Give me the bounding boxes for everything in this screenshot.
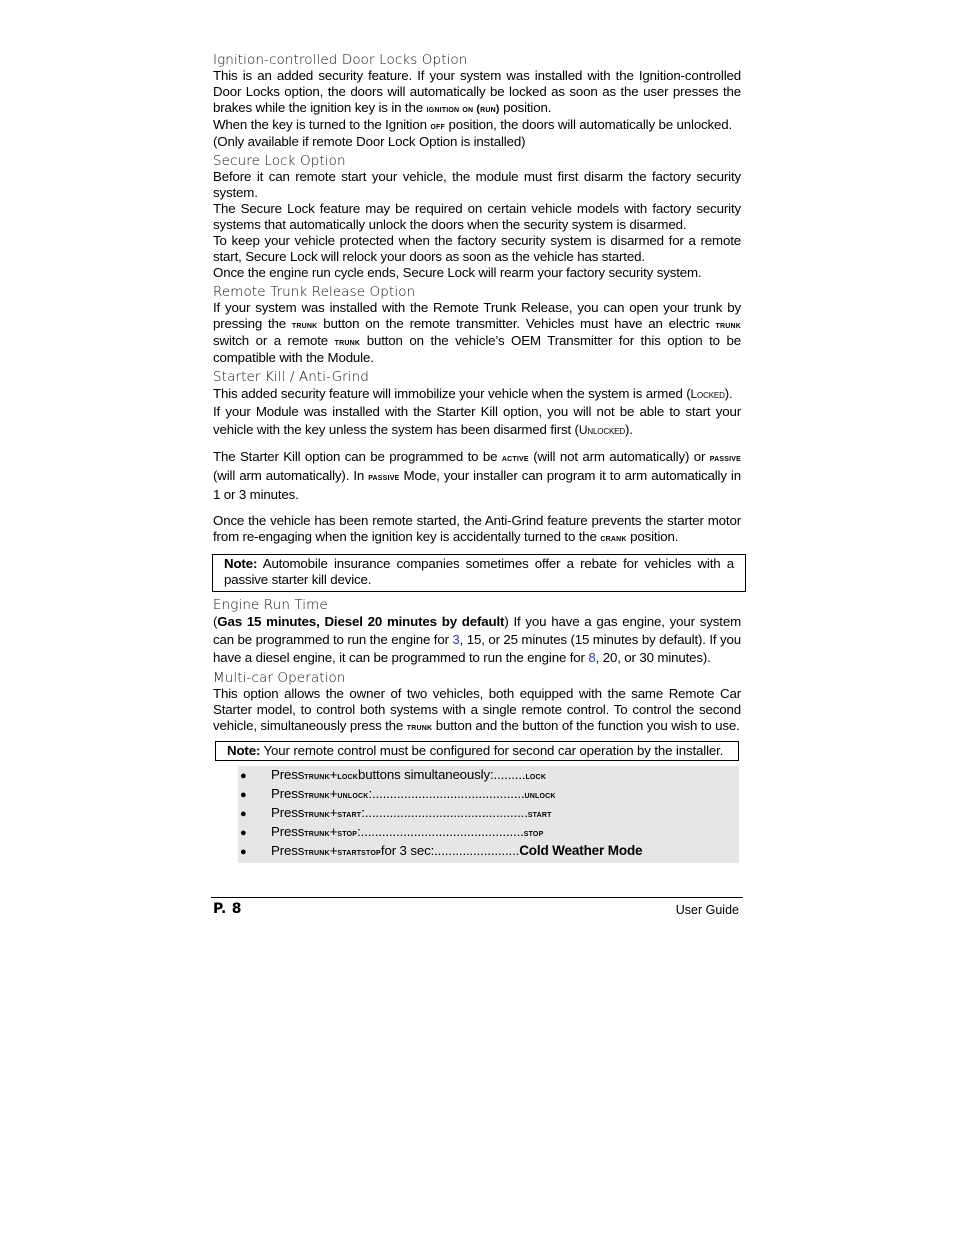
starter-paragraph-2 xyxy=(213,403,741,439)
key-term: trunk xyxy=(304,846,330,858)
section-heading-engine-run-time: Engine Run Time xyxy=(213,597,328,613)
text: When the key is turned to the Ignition xyxy=(213,117,431,132)
ignition-paragraph-3: (Only available if remote Door Lock Option is installed) xyxy=(213,134,526,149)
text: This option allows the owner of two vehicles, both equipped with the same Remote Car Starter model, to control both systems with a single remote control. To control the second vehicle, simultaneously press the xyxy=(213,686,741,733)
text: switch or a remote xyxy=(213,333,335,348)
text: Press xyxy=(271,824,305,839)
diesel-minutes-value: 8 xyxy=(588,650,596,665)
key-term: ignition on (run) xyxy=(426,103,500,115)
text: : xyxy=(357,824,361,839)
text: button on the remote transmitter. Vehicles must have an electric xyxy=(317,316,716,331)
key-term: trunk xyxy=(334,336,361,348)
list-item xyxy=(238,843,739,862)
footer-rule xyxy=(211,897,743,898)
key-term: trunk xyxy=(304,808,330,820)
secure-paragraph-4: Once the engine run cycle ends, Secure Lock will rearm your factory security system. xyxy=(213,265,702,280)
key-term: lock xyxy=(337,770,359,782)
footer-guide-title: User Guide xyxy=(675,903,739,917)
gas-minutes-value: 3 xyxy=(452,632,460,647)
list-item xyxy=(238,767,739,786)
result: unlock xyxy=(524,789,556,801)
list-item xyxy=(238,824,739,843)
starter-paragraph-4 xyxy=(213,513,741,546)
key-term: start xyxy=(337,808,362,820)
key-term: off xyxy=(430,120,445,132)
button-combination-list xyxy=(238,766,739,863)
text: ( xyxy=(213,614,218,629)
starter-kill-note xyxy=(212,554,746,592)
key-term: crank xyxy=(600,532,627,544)
result: Cold Weather Mode xyxy=(519,843,643,858)
ignition-paragraph-2 xyxy=(213,117,741,134)
note-label: Note: xyxy=(227,743,261,758)
key-term: passive xyxy=(368,471,400,483)
page-number: P. 8 xyxy=(213,901,242,917)
text: ) If you have a gas engine, your system can be programmed to run the engine for xyxy=(213,614,741,647)
key-term: Locked xyxy=(690,387,725,401)
text: Press xyxy=(271,767,305,782)
key-term: trunk xyxy=(304,789,330,801)
text: (will not arm automatically) or xyxy=(528,449,710,464)
secure-paragraph-2: The Secure Lock feature may be required on certain vehicle models with factory security systems that automatically unlock the doors when the security system is disarmed. xyxy=(213,201,741,232)
text: : xyxy=(361,805,365,820)
dot-leader: ........................ xyxy=(434,843,520,858)
note-label: Note: xyxy=(224,556,258,571)
section-heading-ignition: Ignition-controlled Door Locks Option xyxy=(213,52,468,68)
result: start xyxy=(527,808,552,820)
text: Mode, your installer can program it to arm automatically in 1 or 3 minutes. xyxy=(213,468,741,502)
key-term: trunk xyxy=(304,770,330,782)
text: If your system was installed with the Remote Trunk Release, you can open your trunk by pressing the xyxy=(213,300,741,331)
multicar-paragraph xyxy=(213,686,741,735)
multicar-note xyxy=(215,741,739,761)
starter-paragraph-3 xyxy=(213,448,741,504)
text: Press xyxy=(271,805,305,820)
text: position. xyxy=(499,100,552,115)
text: for 3 sec: xyxy=(380,843,435,858)
text: + xyxy=(329,767,338,782)
key-term: trunk xyxy=(291,319,318,331)
text: , 15, or 25 minutes (15 minutes by default). If you have a diesel engine, it can be programmed to run the engine for xyxy=(213,632,741,665)
key-term: startstop xyxy=(337,846,381,858)
key-term: stop xyxy=(337,827,358,839)
dot-leader: .............................................. xyxy=(360,824,524,839)
text: If your Module was installed with the Starter Kill option, you will not be able to start your vehicle with the key unless the system has been disarmed first ( xyxy=(213,404,741,437)
dot-leader: ......... xyxy=(493,767,526,782)
section-heading-trunk-release: Remote Trunk Release Option xyxy=(213,284,416,300)
text: This added security feature will immobilize your vehicle when the system is armed ( xyxy=(213,386,691,401)
bullet-icon: ● xyxy=(240,846,247,858)
text: The Starter Kill option can be programmed to be xyxy=(213,449,502,464)
starter-paragraph-1 xyxy=(213,385,741,403)
text: button and the button of the function you wish to use. xyxy=(432,718,740,733)
list-item xyxy=(238,786,739,805)
result: stop xyxy=(523,827,544,839)
text: Press xyxy=(271,843,305,858)
text: buttons simultaneously: xyxy=(358,767,494,782)
section-heading-starter-kill: Starter Kill / Anti-Grind xyxy=(213,369,369,385)
note-text: Automobile insurance companies sometimes offer a rebate for vehicles with a passive starter kill device. xyxy=(224,556,734,587)
dot-leader: .............................................. xyxy=(364,805,528,820)
text: ). xyxy=(625,422,633,437)
text: + xyxy=(329,786,338,801)
text: + xyxy=(329,843,338,858)
secure-paragraph-1: Before it can remote start your vehicle, the module must first disarm the factory security system. xyxy=(213,169,741,200)
text: (will arm automatically). In xyxy=(213,468,369,483)
text: position, the doors will automatically be unlocked. xyxy=(444,117,733,132)
text: : xyxy=(368,786,373,801)
note-text: Your remote control must be configured for second car operation by the installer. xyxy=(260,743,724,758)
bullet-icon: ● xyxy=(240,770,247,782)
runtime-paragraph xyxy=(213,613,741,667)
key-term: trunk xyxy=(406,721,433,733)
document-page xyxy=(213,52,741,863)
ignition-paragraph-1 xyxy=(213,68,741,117)
text: Once the vehicle has been remote started, the Anti-Grind feature prevents the starter motor from re-engaging when the ignition key is accidentally turned to the xyxy=(213,513,741,544)
section-heading-secure-lock: Secure Lock Option xyxy=(213,153,346,169)
list-item xyxy=(238,805,739,824)
trunk-paragraph xyxy=(213,300,741,366)
text: This is an added security feature. If your system was installed with the Ignition-controlled Door Locks option, the doors will automatically be locked as soon as the user presses the brakes while the ignition key is in the xyxy=(213,68,741,115)
text: , 20, or 30 minutes). xyxy=(595,650,711,665)
key-term: passive xyxy=(709,452,741,464)
secure-paragraph-3: To keep your vehicle protected when the factory security system is disarmed for a remote start, Secure Lock will relock your doors as soon as the vehicle has started. xyxy=(213,233,741,264)
key-term: active xyxy=(501,452,529,464)
bullet-icon: ● xyxy=(240,789,247,801)
text: Press xyxy=(271,786,305,801)
section-heading-multi-car: Multi-car Operation xyxy=(213,670,346,686)
key-term: unlock xyxy=(337,789,369,801)
text: ). xyxy=(724,386,733,401)
dot-leader: ........................................... xyxy=(372,786,525,801)
key-term: trunk xyxy=(715,319,741,331)
text: position. xyxy=(626,529,679,544)
key-term: trunk xyxy=(304,827,330,839)
key-term: Unlocked xyxy=(578,423,625,437)
text: button on the vehicle’s OEM Transmitter for this option to be compatible with the Module. xyxy=(213,333,742,365)
bullet-icon: ● xyxy=(240,827,247,839)
text: + xyxy=(329,805,338,820)
bullet-icon: ● xyxy=(240,808,247,820)
default-times: Gas 15 minutes, Diesel 20 minutes by default xyxy=(217,614,505,629)
text: + xyxy=(329,824,338,839)
result: lock xyxy=(525,770,547,782)
